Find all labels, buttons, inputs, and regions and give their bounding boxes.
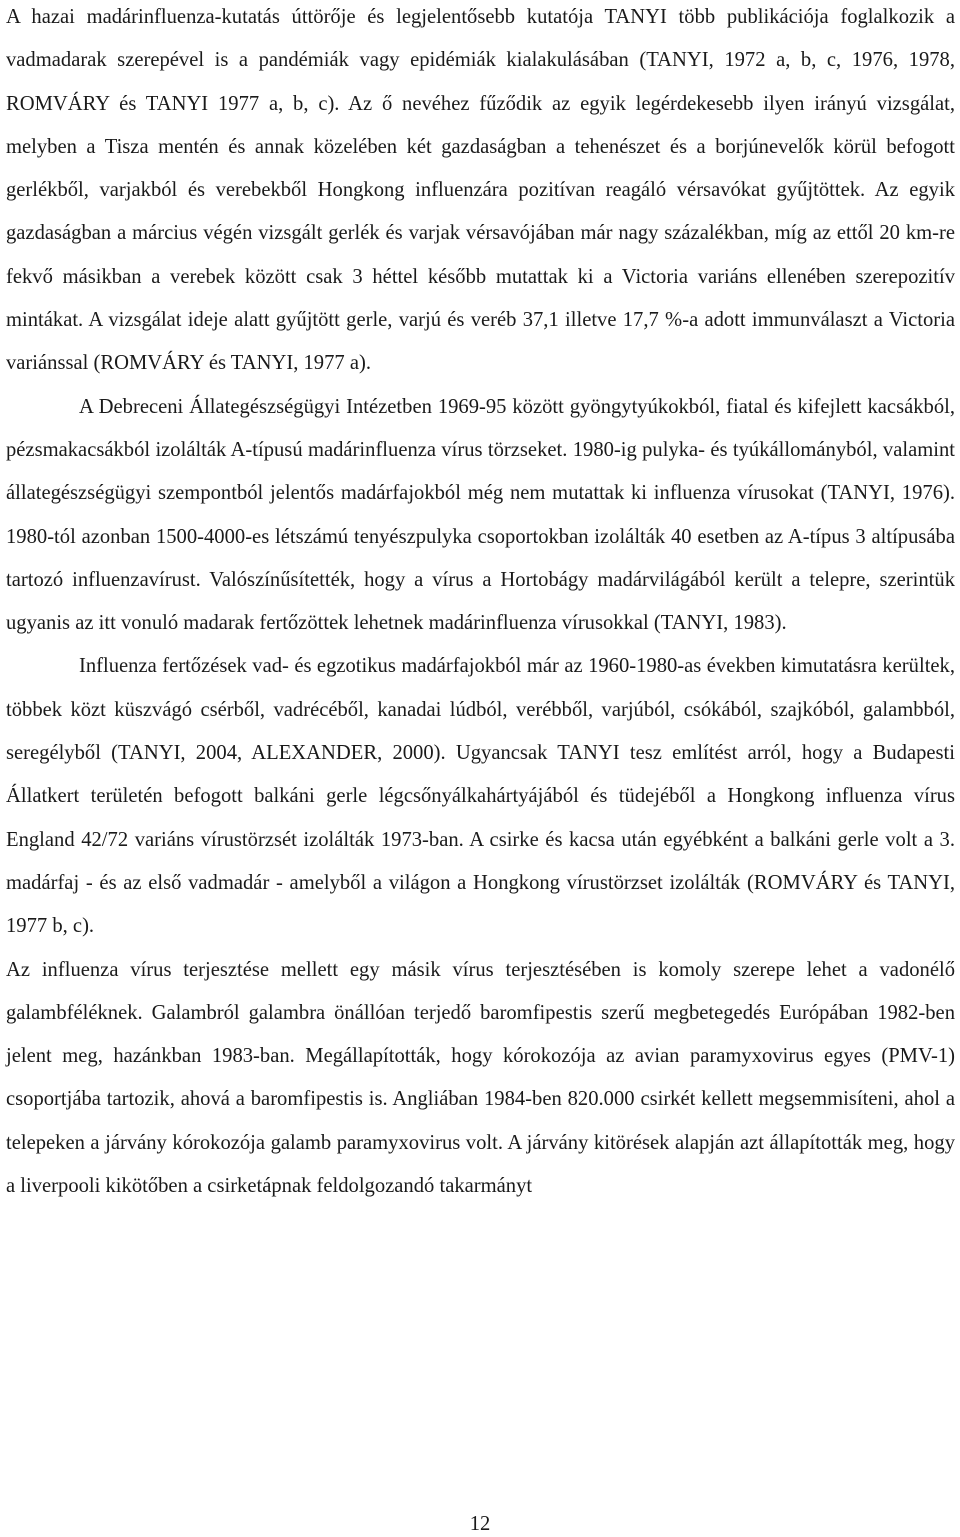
paragraph-4: Az influenza vírus terjesztése mellett egy másik vírus terjesztésében is komoly szerepe lehet a vadonélő galambféléknek. Galambról galambra önállóan terjedő baromfipestis szerű megbetegedés Európában 1982-ben jelent meg, hazánkban 1983-ban. Megállapították, hogy kórokozója az avian paramyxovirus egyes (PMV-1) csoportjába tartozik, ahová a baromfipestis is. Angliában 1984-ben 820.000 csirkét kellett megsemmisíteni, ahol a telepeken a járvány kórokozója galamb paramyxovirus volt. A járvány kitörések alapján azt állapították meg, hogy a liverpooli kikötőben a csirketápnak feldolgozandó takarmányt: [6, 958, 955, 1198]
paragraph-1: A hazai madárinfluenza-kutatás úttörője és legjelentősebb kutatója TANYI több publikációja foglalkozik a vadmadarak szerepével is a pandémiák vagy epidémiák kialakulásában (TANYI, 1972 a, b, c, 1976, 1978, ROMVÁRY és TANYI 1977 a, b, c). Az ő nevéhez fűződik az egyik legérdekesebb ilyen irányú vizsgálat, melyben a Tisza mentén és annak közelében két gazdaságban a tehenészet és a borjúnevelők körül befogott gerlékből, varjakból és verebekből Hongkong influenzára pozitívan reagáló vérsavókat gyűjtöttek. Az egyik gazdaságban a március végén vizsgált gerlék és varjak vérsavójában már nagy százalékban, míg az ettől 20 km-re fekvő másikban a verebek között csak 3 héttel később mutattak ki a Victoria variáns ellenében szerepozitív mintákat. A vizsgálat ideje alatt gyűjtött gerle, varjú és veréb 37,1 illetve 17,7 %-a adott immunválaszt a Victoria variánssal (ROMVÁRY és TANYI, 1977 a).: [6, 6, 955, 375]
paragraph-2: A Debreceni Állategészségügyi Intézetben 1969-95 között gyöngytyúkokból, fiatal és kifejlett kacsákból, pézsmakacsákból izolálták A-típusú madárinfluenza vírus törzseket. 1980-ig pulyka- és tyúkállományból, valamint állategészségügyi szempontból jelentős madárfajokból még nem mutattak ki influenza vírusokat (TANYI, 1976). 1980-tól azonban 1500-4000-es létszámú tenyészpulyka csoportokban izolálták 40 esetben az A-típus 3 altípusába tartozó influenzavírust. Valószínűsítették, hogy a vírus a Hortobágy madárvilágából került a telepre, szerintük ugyanis az itt vonuló madarak fertőzöttek lehetnek madárinfluenza vírusokkal (TANYI, 1983).: [6, 395, 955, 635]
paragraph-3: Influenza fertőzések vad- és egzotikus madárfajokból már az 1960-1980-as években kimutatásra kerültek, többek közt küszvágó csérből, vadrécéből, kanadai lúdból, verébből, varjúból, csókából, szajkóból, galambból, seregélyből (TANYI, 2004, ALEXANDER, 2000). Ugyancsak TANYI tesz említést arról, hogy a Budapesti Állatkert területén befogott balkáni gerle légcsőnyálkahártyájából és tüdejéből a Hongkong influenza vírus England 42/72 variáns vírustörzsét izolálták 1973-ban. A csirke és kacsa után egyébként a balkáni gerle volt a 3. madárfaj - és az első vadmadár - amelyből a világon a Hongkong vírustörzset izolálták (ROMVÁRY és TANYI, 1977 b, c).: [6, 655, 955, 938]
document-page: [6, 0, 955, 1208]
page-number: 12: [469, 1513, 491, 1535]
